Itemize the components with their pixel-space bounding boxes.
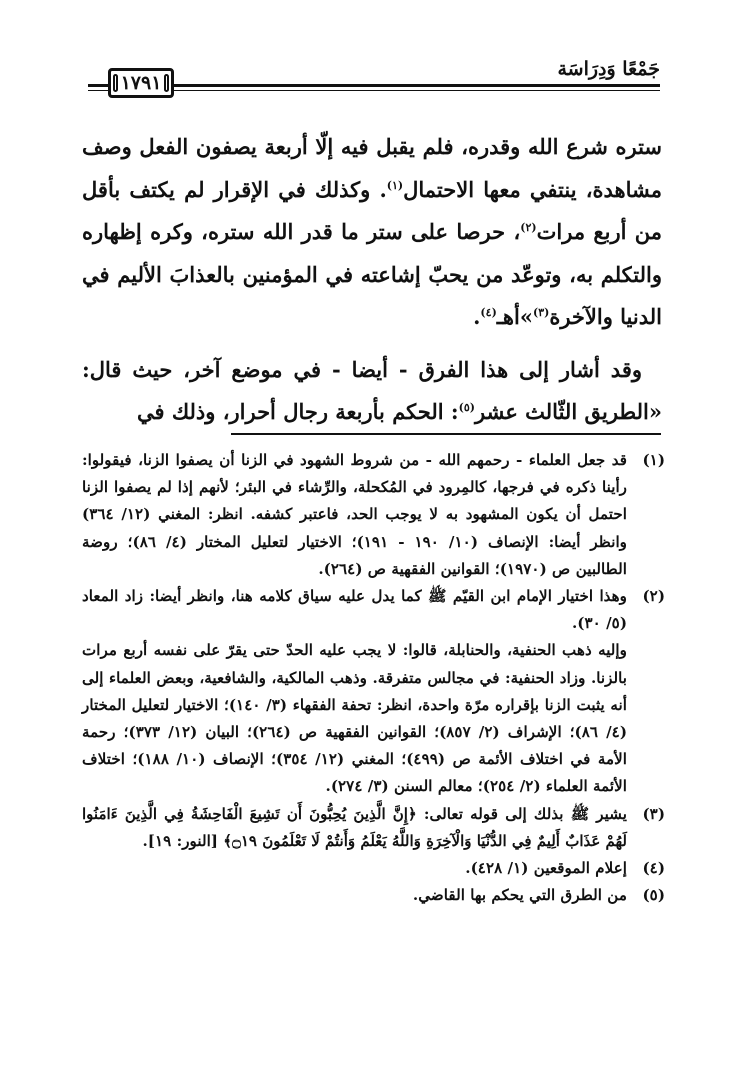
quran-verse: ﴿إِنَّ الَّذِينَ يُحِبُّونَ أَن تَشِيعَ الْفَاحِشَةُ فِي الَّذِينَ ءَامَنُوا لَهُمْ عَذَابٌ أَلِيمٌ فِي الدُّنْيَا وَالْآخِرَةِ وَاللَّهُ يَعْلَمُ وَأَنتُمْ لَا تَعْلَمُونَ ۝١٩﴾ <box>82 804 627 850</box>
footnote-5 <box>82 882 665 909</box>
footnote-number: (٤) <box>642 859 665 878</box>
footnote-text: قد جعل العلماء - رحمهم الله - من شروط الشهود في الزنا أن يصفوا الزنا، فيقولوا: رأينا ذكره في فرجها، كالمِرود في المُكحلة، والرِّشاء في البئر؛ لأنهم إذا لم يصفوا الزنا احتمل أن يكون المشهود به لا يوجب الحد، فاعتبر كشفه. انظر: المغني (١٢/ ٣٦٤) وانظر أيضا: الإنصاف (١٠/ ١٩٠ - ١٩١)؛ الاختيار لتعليل المختار (٤/ ٨٦)؛ روضة الطالبين ص (١٩٧٠)؛ القوانين الفقهية ص (٢٦٤). <box>82 451 627 578</box>
text-run: ، حرصا على ستر ما قدر الله ستره، وكره إظهاره والتكلم به، وتوعّد من يحبّ إشاعته في المؤمنين بالعذابَ الأليم في الدنيا والآخرة <box>82 219 662 329</box>
footnote-text: وهذا اختيار الإمام ابن القيّم ﷺ كما يدل عليه سياق كلامه هنا، وانظر أيضا: زاد المعاد (٥/ ٣٠). <box>82 587 627 633</box>
text-run: وقد أشار إلى هذا الفرق - أيضا - في موضع آخر، حيث قال: «الطريق الثّالث عشر <box>82 356 662 424</box>
main-text <box>82 126 662 434</box>
footnote-text: من الطرق التي يحكم بها القاضي. <box>412 886 627 905</box>
footnote-1 <box>82 447 665 583</box>
page-number: ١٧٩١ <box>108 68 174 98</box>
footnote-3 <box>82 801 665 855</box>
footnote-ref-1[interactable]: (١) <box>386 178 404 192</box>
main-paragraph-1 <box>82 126 662 339</box>
footnote-ref-5[interactable]: (٥) <box>458 401 475 414</box>
running-title: جَمْعًا وَدِرَاسَة <box>557 58 660 80</box>
footnote-ref-4[interactable]: (٤) <box>480 306 497 319</box>
text-run: . وكذلك في الإقرار لم يكتف بأقل من أربع مرات <box>82 176 662 244</box>
text-run: : الحكم بأربعة رجال أحرار، وذلك في <box>136 399 459 424</box>
footnote-text: وإليه ذهب الحنفية، والحنابلة، قالوا: لا يجب عليه الحدّ حتى يقرّ على نفسه أربع مرات بالزنا. وزاد الحنفية: في مجالس متفرقة. وذهب المالكية، والشافعية، وبعض العلماء إلى أنه يثبت الزنا بإقراره مرّة واحدة، انظر: تحفة الفقهاء (٣/ ١٤٠)؛ الاختيار لتعليل المختار (٤/ ٨٦)؛ الإشراف (٢/ ٨٥٧)؛ القوانين الفقهية ص (٢٦٤)؛ البيان (١٢/ ٣٧٣)؛ رحمة الأمة في اختلاف الأئمة ص (٤٩٩)؛ المغني (١٢/ ٣٥٤)؛ الإنصاف (١٠/ ١٨٨)؛ اختلاف الأئمة العلماء (٢/ ٢٥٤)؛ معالم السنن (٣/ ٢٧٤). <box>82 641 628 796</box>
footnotes <box>82 447 665 909</box>
verse-reference: [النور: ١٩]. <box>142 831 224 850</box>
text-run: . <box>473 304 481 329</box>
footnote-ref-3[interactable]: (٣) <box>532 306 550 319</box>
footnote-2 <box>82 583 665 801</box>
main-paragraph-2 <box>82 349 662 434</box>
footnote-ref-2[interactable]: (٢) <box>520 221 537 234</box>
footnote-number: (٣) <box>642 804 665 823</box>
page-header <box>88 48 660 108</box>
text-run: ستره شرع الله وقدره، فلم يقبل فيه إلّا أربعة يصفون الفعل وصف مشاهدة، ينتفي معها الاحتمال <box>82 134 662 202</box>
footnote-number: (١) <box>642 451 665 469</box>
footnote-text <box>82 801 627 855</box>
footnote-intro: يشير ﷺ بذلك إلى قوله تعالى: <box>416 804 627 823</box>
footnote-text: إعلام الموقعين (١/ ٤٢٨). <box>465 859 627 878</box>
footnote-4 <box>82 855 665 882</box>
footnote-number: (٥) <box>642 886 665 905</box>
footnote-separator <box>231 433 661 435</box>
text-run: »أهـ <box>496 304 533 329</box>
footnote-number: (٢) <box>642 587 665 606</box>
